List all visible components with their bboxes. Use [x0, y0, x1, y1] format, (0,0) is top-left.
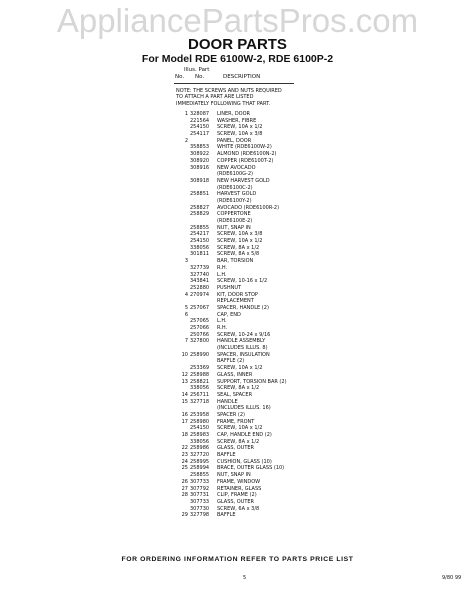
part-illus-no: 24: [181, 458, 188, 465]
part-row: [176, 131, 376, 138]
part-row: [176, 358, 376, 365]
part-illus-no: 14: [181, 391, 188, 398]
part-row: [176, 452, 376, 459]
part-description: R.H.: [217, 264, 228, 271]
part-description: SCREW, 8A x 1/2: [217, 385, 260, 392]
part-row: [176, 305, 376, 312]
part-number: 253958: [190, 411, 210, 418]
part-row: [176, 231, 376, 238]
part-description: SCREW, 10-16 x 1/2: [217, 278, 268, 285]
part-number: 252880: [190, 284, 210, 291]
part-illus-no: 10: [181, 351, 188, 358]
part-row: [176, 365, 376, 372]
part-number: 338056: [190, 244, 210, 251]
part-row: [176, 205, 376, 212]
part-description: BAFFLE (2): [217, 358, 245, 365]
part-row: [176, 352, 376, 359]
part-description: FRAME, FRONT: [217, 418, 255, 425]
part-number: 270974: [190, 291, 210, 298]
part-row: [176, 332, 376, 339]
part-row: [176, 272, 376, 279]
part-row: [176, 345, 376, 352]
part-description: GLASS, OUTER: [217, 445, 255, 452]
part-number: 338056: [190, 385, 210, 392]
part-description: WHITE (RDE6100W-2): [217, 144, 272, 151]
part-number: 254117: [190, 131, 210, 138]
part-illus-no: 1: [184, 111, 188, 117]
part-row: [176, 292, 376, 299]
part-description: HANDLE: [217, 398, 238, 405]
part-description: REPLACEMENT: [217, 298, 254, 305]
note-line: NOTE: THE SCREWS AND NUTS REQUIRED: [176, 88, 282, 94]
part-illus-no: 12: [181, 371, 188, 378]
part-number: 358853: [190, 144, 210, 151]
column-header-no-1: No.: [175, 74, 185, 80]
part-description: LINER, DOOR: [217, 111, 251, 117]
part-number: 308920: [190, 157, 210, 164]
part-number: 258995: [190, 458, 210, 465]
part-number: 307733: [190, 498, 210, 505]
part-number: 257065: [190, 318, 210, 325]
part-description: (INCLUDES ILLUS. 16): [217, 405, 271, 412]
part-description: GLASS, INNER: [217, 371, 253, 378]
part-row: [176, 312, 376, 319]
document-number: 9/80 99: [442, 575, 462, 581]
part-number: 308922: [190, 151, 210, 158]
part-illus-no: 29: [181, 512, 188, 519]
part-row: [176, 211, 376, 218]
part-description: CLIP, FRAME (2): [217, 492, 257, 499]
part-row: [176, 118, 376, 125]
part-description: CUSHION, GLASS (10): [217, 458, 272, 465]
part-illus-no: 16: [181, 411, 188, 418]
part-number: 258829: [190, 211, 210, 218]
column-header-description: DESCRIPTION: [223, 74, 261, 80]
part-description: SCREW, 10A x 1/2: [217, 238, 263, 245]
part-description: COPPER (RDE6100T-2): [217, 157, 274, 164]
part-number: 250766: [190, 331, 210, 338]
part-description: SCREW, 10A x 1/2: [217, 365, 263, 372]
part-row: [176, 278, 376, 285]
part-illus-no: 28: [181, 492, 188, 499]
part-illus-no: 18: [181, 432, 188, 438]
part-row: [176, 258, 376, 265]
ordering-info-footer: FOR ORDERING INFORMATION REFER TO PARTS PRICE LIST: [121, 556, 354, 563]
part-description: (RDE6100E-2): [217, 218, 253, 224]
part-illus-no: 5: [184, 304, 188, 311]
part-row: [176, 285, 376, 292]
part-description: (RDE6100C-2): [217, 184, 253, 191]
part-number: 327740: [190, 271, 210, 278]
part-row: [176, 479, 376, 486]
page-subtitle: For Model RDE 6100W-2, RDE 6100P-2: [141, 53, 334, 65]
part-row: [176, 385, 376, 392]
page-title: DOOR PARTS: [188, 36, 287, 53]
part-row: [176, 191, 376, 198]
part-description: KIT, DOOR STOP: [217, 291, 258, 298]
part-row: [176, 399, 376, 406]
part-number: 327720: [190, 452, 210, 459]
parts-list: [176, 111, 376, 519]
part-row: [176, 492, 376, 499]
part-row: [176, 459, 376, 466]
part-number: 253369: [190, 365, 210, 372]
part-description: SCREW, 8A x 1/2: [217, 438, 260, 445]
part-row: [176, 445, 376, 452]
part-row: [176, 432, 376, 439]
part-row: [176, 151, 376, 158]
part-description: SCREW, 8A x 5/8: [217, 251, 260, 258]
part-illus-no: 4: [184, 291, 188, 298]
part-number: 257066: [190, 325, 210, 331]
part-row: [176, 245, 376, 252]
part-row: [176, 325, 376, 332]
part-row: [176, 298, 376, 305]
part-row: [176, 171, 376, 178]
part-description: SCREW, 6A x 3/8: [217, 505, 260, 512]
part-number: 258851: [190, 191, 210, 198]
part-illus-no: 6: [184, 311, 188, 318]
part-description: AVOCADO (RDE6100R-2): [217, 204, 280, 211]
part-description: NEW AVOCADO: [217, 164, 256, 171]
part-description: L.H.: [217, 271, 227, 278]
part-description: NUT, SNAP IN: [217, 224, 251, 231]
part-description: SPACER, HANDLE (2): [217, 304, 269, 311]
part-number: 307731: [190, 492, 210, 499]
part-description: BAFFLE: [217, 512, 236, 519]
note-block: [176, 88, 316, 107]
part-number: 328087: [190, 111, 210, 117]
part-row: [176, 238, 376, 245]
part-row: [176, 419, 376, 426]
part-illus-no: 2: [184, 137, 188, 144]
part-description: L.H.: [217, 318, 227, 325]
part-row: [176, 111, 376, 118]
part-description: PANEL, DOOR: [217, 137, 252, 144]
part-number: 327798: [190, 512, 210, 519]
part-row: [176, 165, 376, 172]
part-description: (INCLUDES ILLUS. 8): [217, 345, 268, 352]
part-row: [176, 185, 376, 192]
part-number: 254150: [190, 124, 210, 131]
part-number: 338056: [190, 438, 210, 445]
part-illus-no: 22: [181, 445, 188, 452]
part-row: [176, 486, 376, 493]
part-description: BAFFLE: [217, 452, 236, 459]
part-description: FRAME, WINDOW: [217, 478, 261, 485]
part-number: 307733: [190, 478, 210, 485]
part-description: BRACE, OUTER GLASS (10): [217, 465, 285, 472]
part-description: PUSHNUT: [217, 284, 242, 291]
part-number: 307792: [190, 485, 210, 492]
part-row: [176, 499, 376, 506]
part-row: [176, 439, 376, 446]
watermark: AppliancePartsPros.com: [56, 2, 419, 39]
part-number: 256711: [190, 391, 210, 398]
part-row: [176, 225, 376, 232]
part-illus-no: 26: [181, 478, 188, 485]
part-description: SPACER, INSULATION: [217, 351, 270, 358]
part-description: SCREW, 10A x 3/8: [217, 231, 263, 238]
part-description: ALMOND (RDE6100N-2): [217, 151, 277, 158]
part-row: [176, 372, 376, 379]
part-number: 254150: [190, 425, 210, 432]
part-number: 258855: [190, 472, 210, 479]
part-row: [176, 412, 376, 419]
part-illus-no: 15: [181, 398, 188, 405]
part-number: 258855: [190, 224, 210, 231]
part-number: 301811: [190, 251, 210, 258]
part-row: [176, 512, 376, 519]
part-row: [176, 218, 376, 225]
header-divider: [174, 83, 294, 84]
part-number: 327800: [190, 338, 210, 345]
part-number: 343841: [190, 278, 210, 285]
part-row: [176, 405, 376, 412]
part-number: 258821: [190, 378, 210, 385]
part-number: 221564: [190, 117, 210, 124]
part-number: 308918: [190, 177, 210, 184]
part-description: (RDE6100Y-2): [217, 197, 252, 204]
part-row: [176, 472, 376, 479]
part-description: WASHER, FIBRE: [217, 117, 257, 124]
part-description: SPACER (2): [217, 411, 245, 418]
part-description: GLASS, OUTER: [217, 498, 255, 505]
note-line: TO ATTACH A PART ARE LISTED: [176, 94, 254, 101]
part-description: RETAINER, GLASS: [217, 485, 262, 492]
part-row: [176, 379, 376, 386]
part-description: CAP, HANDLE END (2): [217, 432, 272, 438]
part-description: NEW HARVEST GOLD: [217, 177, 270, 184]
part-row: [176, 425, 376, 432]
part-row: [176, 318, 376, 325]
part-description: CAP, END: [217, 311, 241, 318]
part-description: SEAL, SPACER: [217, 391, 253, 398]
part-row: [176, 138, 376, 145]
part-number: 258980: [190, 418, 210, 425]
part-number: 258988: [190, 371, 210, 378]
part-illus-no: 17: [181, 418, 188, 425]
column-header-no-2: No.: [195, 74, 205, 80]
part-description: SCREW, 10A x 1/2: [217, 124, 263, 131]
note-line: IMMEDIATELY FOLLOWING THAT PART.: [176, 100, 271, 107]
part-illus-no: 13: [181, 378, 188, 385]
part-number: 254217: [190, 231, 210, 238]
part-number: 254150: [190, 238, 210, 245]
part-row: [176, 198, 376, 205]
part-number: 327718: [190, 398, 210, 405]
part-illus-no: 23: [181, 452, 188, 459]
part-row: [176, 465, 376, 472]
part-description: NUT, SNAP IN: [217, 472, 251, 479]
part-description: COPPERTONE: [217, 211, 251, 218]
part-number: 258827: [190, 204, 210, 211]
part-row: [176, 506, 376, 513]
part-description: SCREW, 8A x 1/2: [217, 244, 260, 251]
part-number: 258990: [190, 351, 210, 358]
column-header-illus: Illus. Part: [184, 67, 210, 73]
part-description: SCREW, 10A x 3/8: [217, 131, 263, 138]
part-row: [176, 124, 376, 131]
part-number: 258983: [190, 432, 210, 438]
part-illus-no: 25: [181, 465, 188, 472]
part-description: HARVEST GOLD: [217, 191, 257, 198]
part-description: R.H.: [217, 325, 228, 331]
part-illus-no: 7: [184, 338, 188, 345]
part-number: 258986: [190, 445, 210, 452]
part-description: SUPPORT, TORSION BAR (2): [217, 378, 287, 385]
part-description: SCREW, 10-24 x 9/16: [217, 331, 271, 338]
part-description: (RDE6100G-2): [217, 171, 253, 178]
part-description: BAR, TORSION: [217, 258, 254, 265]
part-number: 327739: [190, 264, 210, 271]
part-illus-no: 27: [181, 485, 188, 492]
part-number: 258994: [190, 465, 210, 472]
part-description: HANDLE ASSEMBLY: [217, 338, 266, 345]
part-row: [176, 144, 376, 151]
part-illus-no: 3: [184, 258, 188, 265]
part-number: 308916: [190, 164, 210, 171]
part-row: [176, 392, 376, 399]
part-row: [176, 178, 376, 185]
page-number: 5: [243, 575, 247, 581]
part-description: SCREW, 10A x 1/2: [217, 425, 263, 432]
part-row: [176, 265, 376, 272]
part-number: 307730: [190, 505, 210, 512]
part-row: [176, 158, 376, 165]
part-row: [176, 251, 376, 258]
part-number: 257067: [190, 304, 210, 311]
part-row: [176, 338, 376, 345]
